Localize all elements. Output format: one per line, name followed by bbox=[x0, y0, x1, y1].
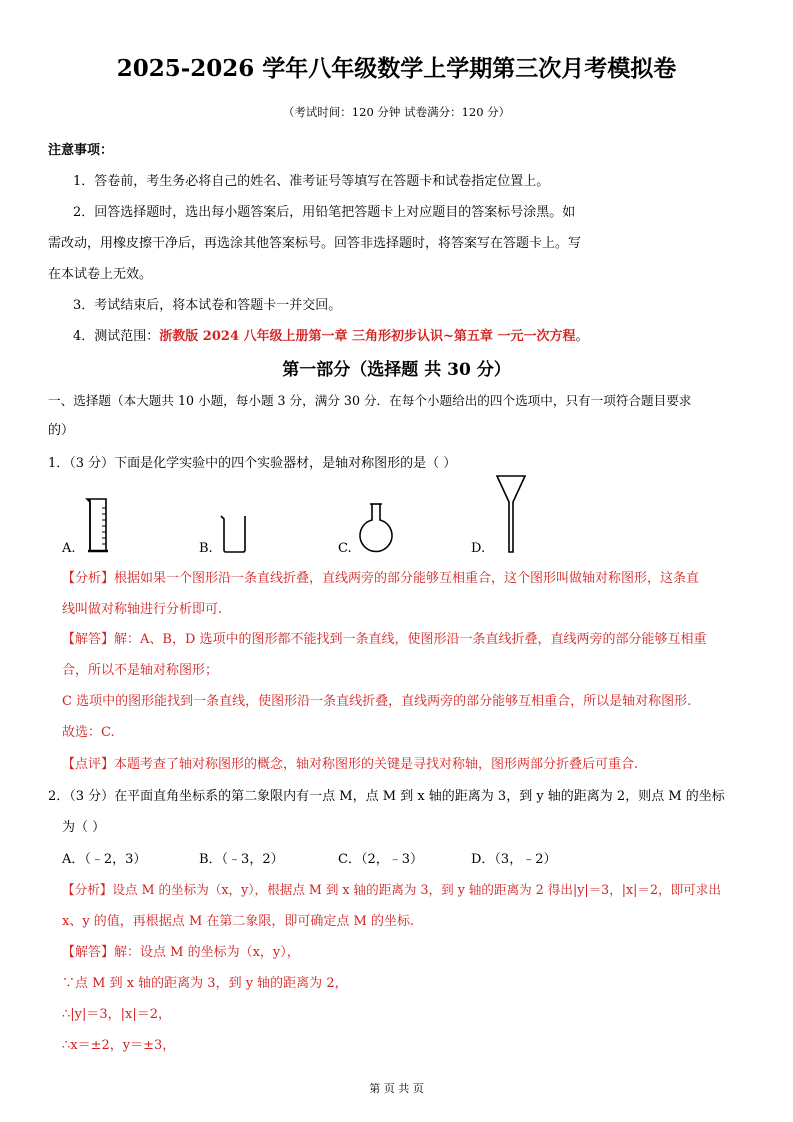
notes-item-4-prefix: 4．测试范围： bbox=[73, 329, 160, 344]
graduated-cylinder-icon bbox=[84, 496, 114, 554]
q2-option-b: B．（﹣3，2） bbox=[199, 852, 284, 867]
notes-item-2-line-3: 在本试卷上无效。 bbox=[48, 267, 153, 282]
q2-analysis-line-1: 【分析】设点 M 的坐标为（x，y），根据点 M 到 x 轴的距离为 3，到 y 轴的距离为 2 得出|y|＝3，|x|＝2，即可求出 bbox=[62, 882, 721, 897]
q2-solution-line-3: ∴|y|＝3，|x|＝2， bbox=[62, 1007, 172, 1022]
section-title: 第一部分（选择题 共 30 分） bbox=[282, 360, 511, 380]
q2-option-c: C．（2，﹣3） bbox=[338, 852, 423, 867]
page-footer: 第 页 共 页 bbox=[369, 1082, 424, 1095]
round-flask-icon bbox=[358, 502, 394, 554]
q2-option-d: D．（3，﹣2） bbox=[471, 852, 557, 867]
section-instructions-line-2: 的） bbox=[48, 423, 75, 438]
q2-option-a: A．（﹣2，3） bbox=[62, 852, 147, 867]
notes-item-2-line-2: 需改动，用橡皮擦干净后，再选涂其他答案标号。回答非选择题时，将答案写在答题卡上。写 bbox=[48, 236, 582, 251]
q1-solution-line-2: 合，所以不是轴对称图形； bbox=[62, 663, 219, 678]
q1-solution-line-4: 故选：C. bbox=[62, 725, 115, 740]
exam-subtitle: （考试时间：120 分钟 试卷满分：120 分） bbox=[282, 105, 511, 119]
notes-heading: 注意事项： bbox=[48, 143, 114, 158]
exam-title: 2025-2026 学年八年级数学上学期第三次月考模拟卷 bbox=[116, 55, 677, 82]
notes-item-4 bbox=[73, 325, 588, 344]
q1-option-b-label: B. bbox=[199, 541, 213, 556]
q1-option-c-label: C. bbox=[338, 541, 352, 556]
q1-solution-line-3: C 选项中的图形能找到一条直线，使图形沿一条直线折叠，直线两旁的部分能够互相重合，所以是轴对称图形. bbox=[62, 694, 692, 709]
q1-analysis-line-2: 线叫做对称轴进行分析即可. bbox=[62, 602, 223, 617]
q1-comment: 【点评】本题考查了轴对称图形的概念，轴对称图形的关键是寻找对称轴，图形两部分折叠后可重合. bbox=[62, 757, 639, 772]
notes-item-4-end: 。 bbox=[575, 329, 589, 344]
q2-analysis-line-2: x、y 的值，再根据点 M 在第二象限，即可确定点 M 的坐标. bbox=[62, 914, 415, 929]
q2-solution-line-1: 【解答】解：设点 M 的坐标为（x，y）， bbox=[62, 945, 300, 960]
q1-option-d-label: D. bbox=[471, 541, 486, 556]
q1-analysis-line-1: 【分析】根据如果一个图形沿一条直线折叠，直线两旁的部分能够互相重合，这个图形叫做轴对称图形，这条直 bbox=[62, 571, 700, 586]
beaker-icon bbox=[219, 514, 249, 554]
q2-stem-line-2: 为（ ） bbox=[62, 820, 106, 835]
notes-item-2-line-1: 2．回答选择题时，选出每小题答案后，用铅笔把答题卡上对应题目的答案标号涂黑。如 bbox=[73, 205, 576, 220]
section-instructions-line-1: 一、选择题（本大题共 10 小题，每小题 3 分，满分 30 分．在每个小题给出的四个选项中，只有一项符合题目要求 bbox=[48, 393, 692, 408]
q1-solution-line-1: 【解答】解：A、B，D 选项中的图形都不能找到一条直线，使图形沿一条直线折叠，直线两旁的部分能够互相重 bbox=[62, 632, 707, 647]
q2-stem-line-1: 2．（3 分）在平面直角坐标系的第二象限内有一点 M，点 M 到 x 轴的距离为 3，到 y 轴的距离为 2，则点 M 的坐标 bbox=[48, 789, 725, 804]
test-range: 浙教版 2024 八年级上册第一章 三角形初步认识~第五章 一元一次方程 bbox=[159, 329, 576, 344]
q1-stem: 1．（3 分）下面是化学实验中的四个实验器材，是轴对称图形的是（ ） bbox=[48, 456, 457, 471]
notes-item-1: 1．答卷前，考生务必将自己的姓名、准考证号等填写在答题卡和试卷指定位置上。 bbox=[73, 174, 550, 189]
funnel-icon bbox=[495, 474, 527, 554]
q1-option-a-label: A. bbox=[62, 541, 76, 556]
notes-item-3: 3．考试结束后，将本试卷和答题卡一并交回。 bbox=[73, 298, 342, 313]
q2-solution-line-4: ∴x＝±2，y＝±3， bbox=[62, 1038, 176, 1053]
q2-solution-line-2: ∵点 M 到 x 轴的距离为 3，到 y 轴的距离为 2， bbox=[62, 976, 348, 991]
